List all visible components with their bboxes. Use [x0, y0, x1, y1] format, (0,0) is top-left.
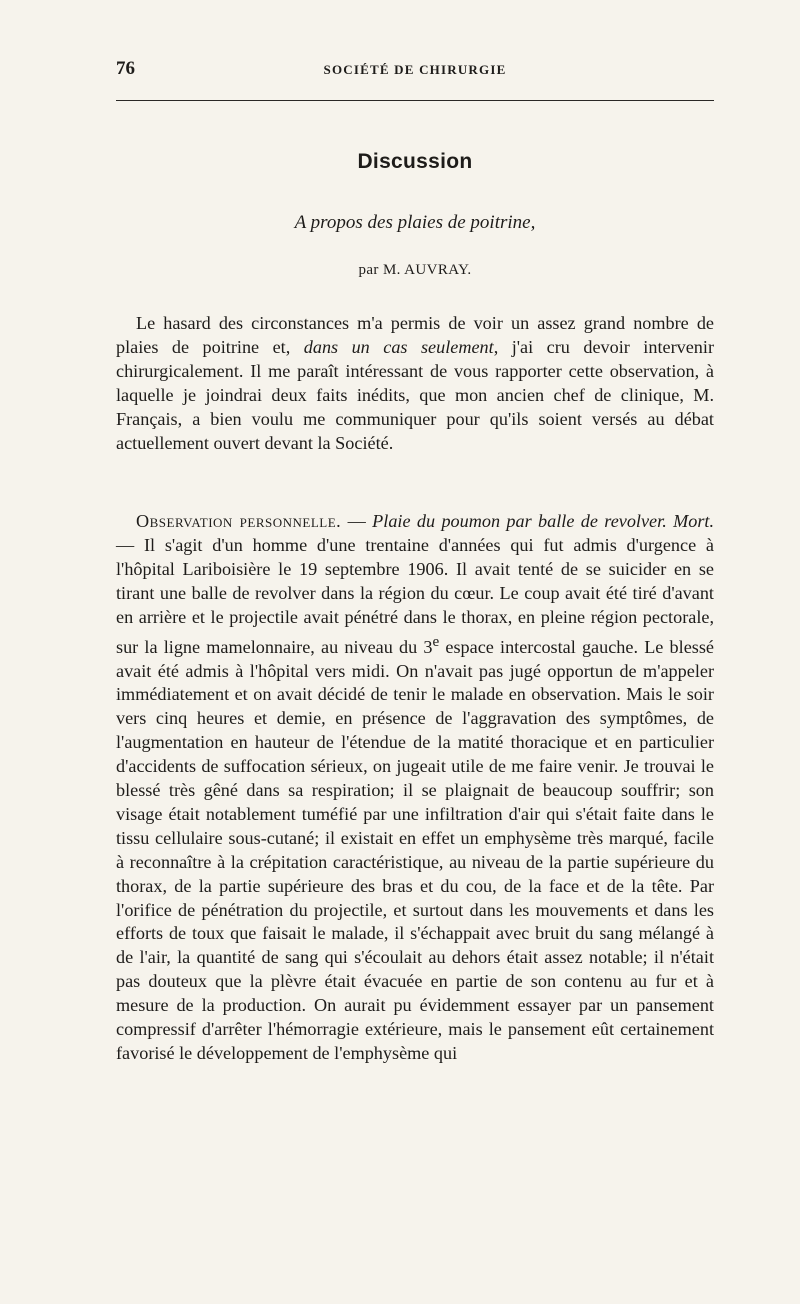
observation-dash: —	[341, 511, 373, 531]
observation-label: Observation personnelle.	[136, 511, 342, 531]
header-rule	[116, 100, 714, 101]
observation-text-2: espace intercostal gauche. Le blessé avait été admis à l'hôpital vers midi. On n'avait pas jugé opportun de m'appeler immédiatement et on avait décidé de tenir le malade en observation. Mais le soir vers cinq heures et demie, en présence de l'aggravation des symptômes, de l'augmentation en hauteur de l'étendue de la matité thoracique et en particulier d'accidents de suffocation sérieux, on jugeait utile de me faire venir. Je trouvai le blessé très gêné dans sa respiration; il se plaignait de beaucoup souffrir; son visage était notablement tuméfié par une infiltration d'air qui s'était faite dans le tissu cellulaire sous-cutané; il existait en effet un emphysème très marqué, facile à reconnaître à la crépitation caractéristique, au niveau de la partie supérieure du thorax, de la partie supérieure des bras et du cou, de la face et de la tête. Par l'orifice de pénétration du projectile, et surtout dans les mouvements et dans les efforts de toux que faisait le malade, il s'échappait avec bruit du sang mélangé à de l'air, la quantité de sang qui s'écoulait au dehors était assez notable; il n'était pas douteux que la plèvre était évacuée en partie de son contenu au fur et à mesure de la production. On aurait pu évidemment essayer par un pansement compressif d'arrêter l'hémorragie extérieure, mais le pansement eût certainement favorisé le développement de l'emphysème qui	[116, 636, 714, 1063]
article-title: A propos des plaies de poitrine,	[294, 212, 536, 233]
intro-paragraph	[116, 312, 714, 455]
intro-italic: dans un cas seulement	[303, 336, 494, 357]
intro-text-2: , j'ai cru devoir intervenir chirurgicalement. Il me paraît intéressant de vous rapporter cette observation, à laquelle je joindrai deux faits inédits, que mon ancien chef de clinique, M. Français, a bien voulu me communiquer pour qu'ils soient versés au débat actuellement ouvert devant la Société.	[116, 336, 714, 453]
observation-text-1: — Il s'agit d'un homme d'une trentaine d'années qui fut admis d'urgence à l'hôpital Lariboisière le 19 septembre 1906. Il avait tenté de se suicider en se tirant une balle de revolver dans la région du cœur. Le coup avait été tiré d'avant en arrière et le projectile avait pénétré dans le thorax, en pleine région pectorale, sur la ligne mamelonnaire, au niveau du 3	[116, 534, 714, 657]
section-heading: Discussion	[357, 150, 473, 173]
observation-paragraph	[116, 510, 714, 1066]
page-header	[116, 58, 714, 88]
observation-title: Plaie du poumon par balle de revolver. Mort.	[372, 511, 715, 531]
ordinal-superscript: e	[432, 632, 440, 650]
running-head: SOCIÉTÉ DE CHIRURGIE	[323, 62, 507, 77]
intro-text-1: Le hasard des circonstances m'a permis de voir un assez grand nombre de plaies de poitrine et,	[116, 313, 714, 357]
page-number: 76	[116, 58, 135, 79]
byline: par M. AUVRAY.	[358, 262, 472, 278]
